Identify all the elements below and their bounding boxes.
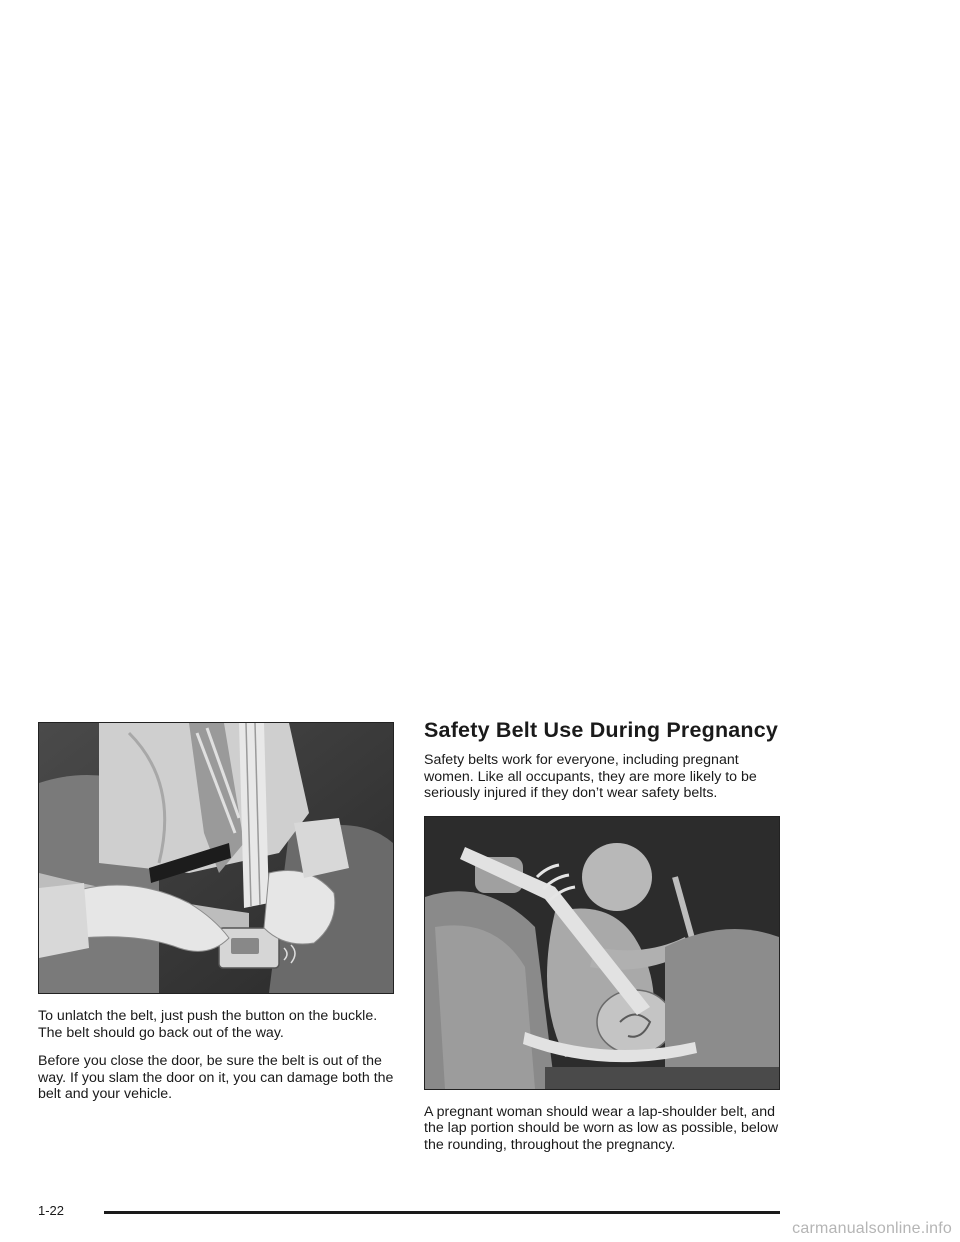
right-column — [424, 716, 784, 1153]
footer-rule — [104, 1211, 780, 1214]
buckle-release-photo — [38, 722, 394, 994]
section-heading: Safety Belt Use During Pregnancy — [424, 718, 779, 742]
lap-belt-guidance: A pregnant woman should wear a lap-shoulder belt, and the lap portion should be worn as low as possible, below the rounding, throughout the pregnancy. — [424, 1103, 779, 1153]
pregnancy-intro: Safety belts work for everyone, including pregnant women. Like all occupants, they are more likely to be seriously injured if they don’t wear safety belts. — [424, 752, 757, 801]
pregnancy-belt-illustration — [424, 816, 780, 1090]
pregnant-occupant-illustration — [425, 817, 779, 1089]
left-column — [38, 722, 394, 1103]
site-watermark: carmanualsonline.info — [792, 1220, 952, 1237]
unlatch-instructions: To unlatch the belt, just push the button on the buckle. The belt should go back out of the way. — [38, 1008, 378, 1041]
door-warning: Before you close the door, be sure the belt is out of the way. If you slam the door on it, you can damage both the belt and your vehicle. — [38, 1053, 394, 1102]
page-number: 1-22 — [38, 1203, 65, 1218]
buckle-release-illustration — [39, 723, 393, 993]
